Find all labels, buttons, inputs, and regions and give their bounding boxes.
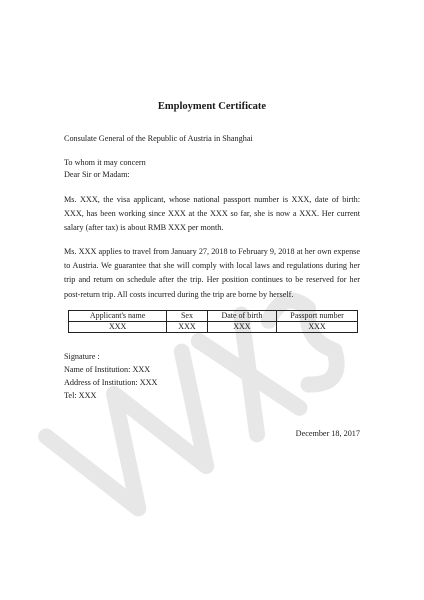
table-header-passport: Passport number [277,311,358,322]
paragraph-travel: Ms. XXX applies to travel from January 27, 2018 to February 9, 2018 at her own expense to Austria. We guarantee that she will comply with local laws and regulations during her trip and return on schedule after the trip. Her position continues to be reserved for her post-return trip. All costs incurred during the trip are borne by herself. [64,247,360,299]
institution-tel: Tel: XXX [64,391,97,400]
table-cell-name: XXX [69,322,167,333]
salutation-line-2: Dear Sir or Madam: [64,170,130,179]
table-header-sex: Sex [167,311,207,322]
paragraph-employment: Ms. XXX, the visa applicant, whose national passport number is XXX, date of birth: XXX, has been working since XXX at the XXX so far, she is now a XXX. Her current salary (after tax) is about RMB XXX per month. [64,195,360,233]
table-row [69,322,358,333]
recipient-organization: Consulate General of the Republic of Austria in Shanghai [64,134,253,143]
signature-line: Signature : [64,352,100,361]
salutation-line-1: To whom it may concern [64,158,146,167]
table-header-dob: Date of birth [207,311,276,322]
document-date: December 18, 2017 [295,429,360,438]
table-header-name: Applicant's name [69,311,167,322]
table-header-row [69,311,358,322]
table-cell-passport: XXX [277,322,358,333]
table-cell-dob: XXX [207,322,276,333]
table-cell-sex: XXX [167,322,207,333]
document-title: Employment Certificate [157,101,267,112]
applicant-info-table [68,310,358,333]
institution-address: Address of Institution: XXX [64,378,158,387]
institution-name: Name of Institution: XXX [64,365,151,374]
